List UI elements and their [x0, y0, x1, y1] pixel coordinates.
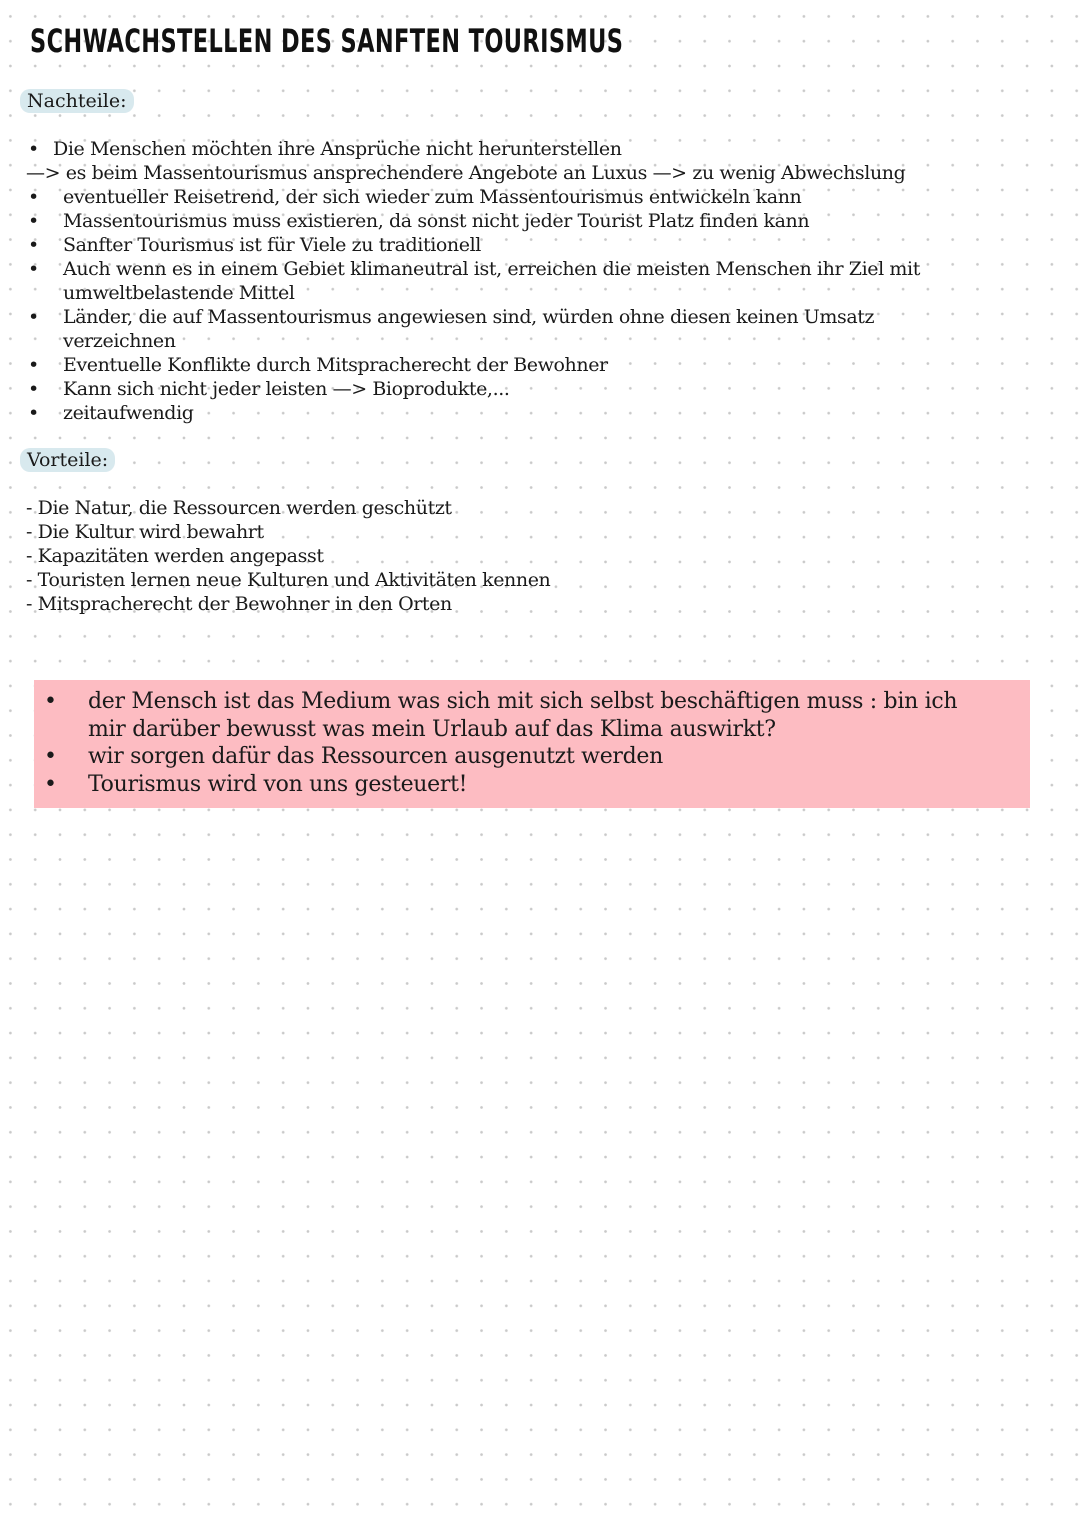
- bullet-icon: •: [28, 234, 39, 256]
- bullet-icon: •: [28, 186, 39, 208]
- bullet-icon: •: [28, 354, 39, 376]
- vorteile-heading: Vorteile:: [20, 448, 115, 472]
- bullet-icon: •: [28, 210, 39, 232]
- bullet-icon: •: [28, 258, 39, 280]
- list-item: - Mitspracherecht der Bewohner in den Orten: [26, 593, 452, 615]
- list-item: • Auch wenn es in einem Gebiet klimaneutral ist, erreichen die meisten Menschen ihr Ziel mit umweltbelastende Mittel: [28, 258, 920, 304]
- list-item: - Die Natur, die Ressourcen werden geschützt: [26, 497, 452, 519]
- bullet-icon: •: [28, 402, 39, 424]
- highlight-list: [34, 688, 998, 798]
- list-item: • Eventuelle Konflikte durch Mitspracherecht der Bewohner: [28, 354, 608, 376]
- list-item: —> es beim Massentourismus ansprechendere Angebote an Luxus —> zu wenig Abwechslung: [26, 162, 906, 184]
- bullet-icon: •: [28, 378, 39, 400]
- list-item: - Kapazitäten werden angepasst: [26, 545, 324, 567]
- bullet-icon: •: [44, 744, 57, 769]
- bullet-icon: •: [28, 306, 39, 328]
- nachteile-list: [26, 137, 1026, 425]
- list-item: • Massentourismus muss existieren, da sonst nicht jeder Tourist Platz finden kann: [28, 210, 810, 232]
- bullet-icon: •: [28, 138, 39, 160]
- list-item: - Touristen lernen neue Kulturen und Aktivitäten kennen: [26, 569, 551, 591]
- vorteile-list: [26, 496, 550, 616]
- list-item: • Tourismus wird von uns gesteuert!: [44, 771, 468, 797]
- page-title: SCHWACHSTELLEN DES SANFTEN TOURISMUS: [30, 22, 624, 60]
- bullet-icon: •: [44, 771, 57, 797]
- nachteile-heading: Nachteile:: [20, 89, 134, 113]
- list-item: • wir sorgen dafür das Ressourcen ausgenutzt werden: [44, 744, 664, 769]
- list-item: • Länder, die auf Massentourismus angewiesen sind, würden ohne diesen keinen Umsatz verzeichnen: [28, 306, 875, 352]
- list-item: • Kann sich nicht jeder leisten —> Bioprodukte,...: [28, 378, 510, 400]
- list-item: • Sanfter Tourismus ist für Viele zu traditionell: [28, 234, 481, 256]
- highlight-box: [34, 680, 1030, 808]
- list-item: • zeitaufwendig: [28, 402, 194, 424]
- list-item: • Die Menschen möchten ihre Ansprüche nicht herunterstellen: [28, 138, 622, 160]
- list-item: • eventueller Reisetrend, der sich wieder zum Massentourismus entwickeln kann: [28, 186, 802, 208]
- list-item: - Die Kultur wird bewahrt: [26, 521, 264, 543]
- list-item: • der Mensch ist das Medium was sich mit sich selbst beschäftigen muss : bin ich mir darüber bewusst was mein Urlaub auf das Klima auswirkt?: [44, 689, 958, 742]
- bullet-icon: •: [44, 689, 57, 714]
